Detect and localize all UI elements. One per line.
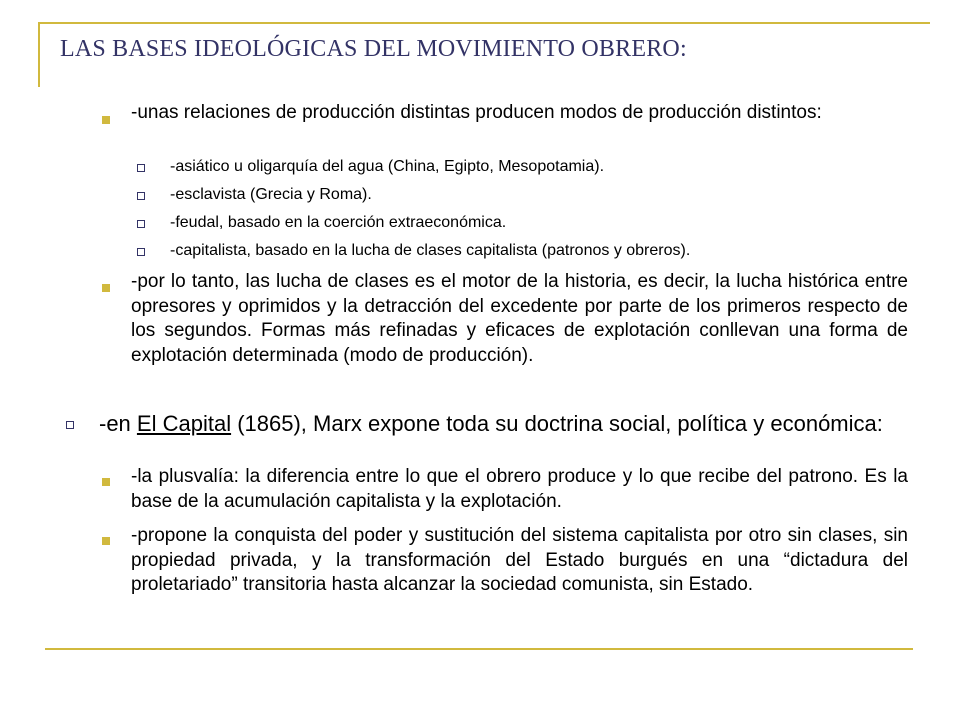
checkbox-bullet-icon <box>137 220 145 228</box>
checkbox-bullet-icon <box>137 248 145 256</box>
capital-post: (1865), Marx expone toda su doctrina social, política y económica: <box>231 411 883 436</box>
bullet-conquista-poder: -propone la conquista del poder y sustitución del sistema capitalista por otro sin clases, sin propiedad privada, y la transformación del Estado burgués en una “dictadura del proletariado” transitoria hasta alcanzar la sociedad comunista, sin Estado. <box>131 525 908 595</box>
checkbox-bullet-icon <box>137 164 145 172</box>
capital-title: El Capital <box>136 411 232 436</box>
left-rule <box>38 22 40 87</box>
bullet-plusvalia: -la plusvalía: la diferencia entre lo que el obrero produce y lo que recibe del patrono. Es la base de la acumulación capitalista y la explotación. <box>131 466 908 512</box>
bullet-lucha-clases: -por lo tanto, las lucha de clases es el motor de la historia, es decir, la lucha histórica entre opresores y oprimidos y la detracción del excedente por parte de los primeros respecto de los segundos. Formas más refinadas y eficaces de explotación conllevan una forma de explotación determinada (modo de producción). <box>131 271 908 366</box>
bullet-relaciones: -unas relaciones de producción distintas producen modos de producción distintos: <box>131 102 822 123</box>
bullet-el-capital <box>99 410 911 437</box>
checkbox-bullet-icon <box>137 192 145 200</box>
square-bullet-icon <box>102 478 110 486</box>
top-rule <box>38 22 930 24</box>
subbullet-capitalista: -capitalista, basado en la lucha de clases capitalista (patronos y obreros). <box>170 242 691 259</box>
square-bullet-icon <box>102 284 110 292</box>
subbullet-asiatico: -asiático u oligarquía del agua (China, Egipto, Mesopotamia). <box>170 158 605 175</box>
square-bullet-icon <box>102 116 110 124</box>
capital-pre: -en <box>99 411 137 436</box>
square-bullet-icon <box>102 537 110 545</box>
subbullet-esclavista: -esclavista (Grecia y Roma). <box>170 186 372 203</box>
slide-title: LAS BASES IDEOLÓGICAS DEL MOVIMIENTO OBRERO: <box>60 36 687 62</box>
subbullet-feudal: -feudal, basado en la coerción extraeconómica. <box>170 214 507 231</box>
bottom-rule <box>45 648 913 650</box>
checkbox-bullet-icon <box>66 421 74 429</box>
